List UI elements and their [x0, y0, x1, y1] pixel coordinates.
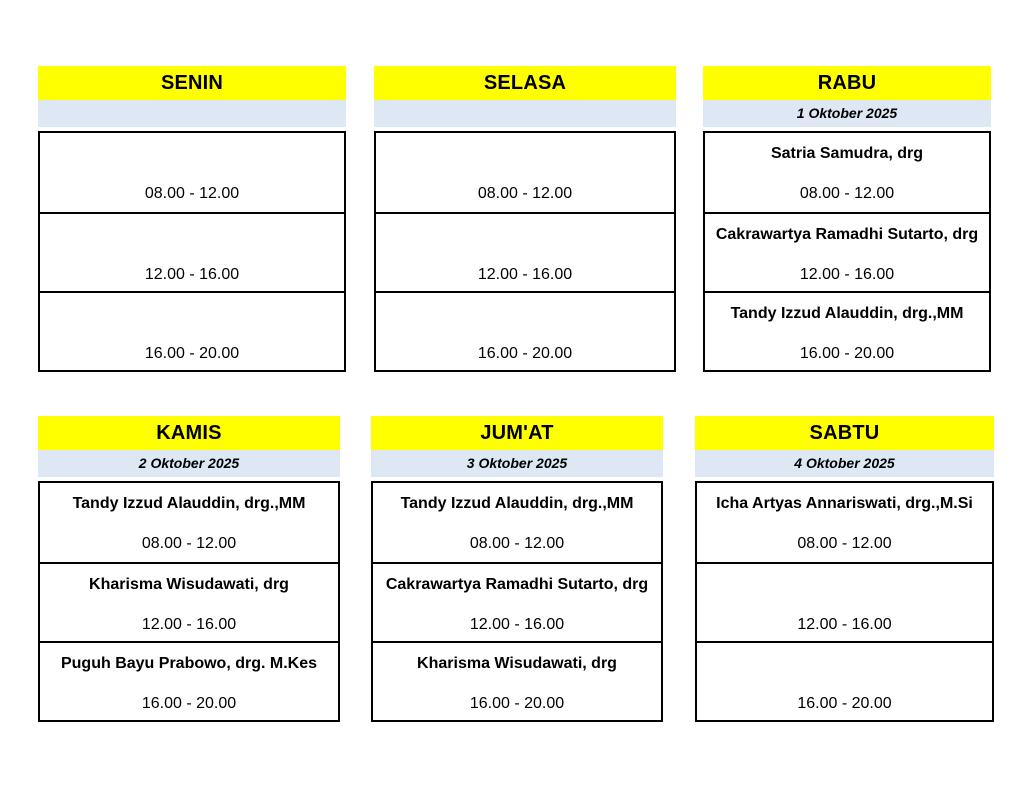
day-card-sabtu — [695, 416, 994, 722]
time-range: 12.00 - 16.00 — [469, 616, 565, 633]
time-range: 16.00 - 20.00 — [477, 345, 573, 362]
schedule-slots — [38, 131, 346, 372]
day-name: SABTU — [695, 416, 994, 450]
time-range: 16.00 - 20.00 — [144, 345, 240, 362]
time-range: 08.00 - 12.00 — [477, 185, 573, 202]
time-range: 16.00 - 20.00 — [797, 695, 892, 712]
day-card-senin — [38, 66, 346, 372]
schedule-slots — [38, 481, 340, 722]
schedule-slot — [373, 562, 661, 641]
time-range: 08.00 - 12.00 — [799, 185, 895, 202]
day-date: 1 Oktober 2025 — [703, 100, 991, 127]
schedule-slot — [40, 562, 338, 641]
day-date: 2 Oktober 2025 — [38, 450, 340, 477]
doctor-name: Tandy Izzud Alauddin, drg.,MM — [400, 495, 634, 512]
time-range: 12.00 - 16.00 — [477, 266, 573, 283]
doctor-name: Kharisma Wisudawati, drg — [89, 576, 289, 593]
day-card-jumat — [371, 416, 663, 722]
day-date: 3 Oktober 2025 — [371, 450, 663, 477]
day-name: RABU — [703, 66, 991, 100]
schedule-slot — [373, 483, 661, 562]
schedule-slot — [697, 562, 992, 641]
schedule-slot — [376, 133, 674, 212]
time-range: 12.00 - 16.00 — [799, 266, 895, 283]
schedule-slot — [40, 483, 338, 562]
schedule-slot — [697, 483, 992, 562]
schedule-slots — [703, 131, 991, 372]
time-range: 12.00 - 16.00 — [797, 616, 892, 633]
day-name: SELASA — [374, 66, 676, 100]
doctor-name: Cakrawartya Ramadhi Sutarto, drg — [715, 226, 979, 243]
schedule-slot — [705, 291, 989, 370]
schedule-slot — [40, 291, 344, 370]
time-range: 12.00 - 16.00 — [144, 266, 240, 283]
day-date: 4 Oktober 2025 — [695, 450, 994, 477]
schedule-slot — [373, 641, 661, 720]
day-card-kamis — [38, 416, 340, 722]
doctor-name: Kharisma Wisudawati, drg — [417, 655, 617, 672]
schedule-slot — [40, 641, 338, 720]
schedule-slot — [705, 212, 989, 291]
doctor-name: Puguh Bayu Prabowo, drg. M.Kes — [60, 655, 318, 672]
doctor-name: Icha Artyas Annariswati, drg.,M.Si — [716, 495, 973, 512]
time-range: 12.00 - 16.00 — [141, 616, 237, 633]
schedule-slots — [374, 131, 676, 372]
day-name: SENIN — [38, 66, 346, 100]
day-date — [38, 100, 346, 127]
doctor-name: Satria Samudra, drg — [770, 145, 924, 162]
schedule-slot — [40, 133, 344, 212]
time-range: 08.00 - 12.00 — [797, 535, 892, 552]
schedule-slots — [371, 481, 663, 722]
schedule-slot — [376, 212, 674, 291]
day-card-rabu — [703, 66, 991, 372]
schedule-slots — [695, 481, 994, 722]
time-range: 08.00 - 12.00 — [144, 185, 240, 202]
day-card-selasa — [374, 66, 676, 372]
time-range: 16.00 - 20.00 — [799, 345, 895, 362]
time-range: 16.00 - 20.00 — [141, 695, 237, 712]
doctor-name: Tandy Izzud Alauddin, drg.,MM — [72, 495, 306, 512]
doctor-name: Tandy Izzud Alauddin, drg.,MM — [730, 305, 964, 322]
schedule-slot — [697, 641, 992, 720]
day-name: JUM'AT — [371, 416, 663, 450]
schedule-slot — [376, 291, 674, 370]
time-range: 08.00 - 12.00 — [469, 535, 565, 552]
schedule-slot — [40, 212, 344, 291]
schedule-slot — [705, 133, 989, 212]
doctor-name: Cakrawartya Ramadhi Sutarto, drg — [385, 576, 649, 593]
time-range: 08.00 - 12.00 — [141, 535, 237, 552]
time-range: 16.00 - 20.00 — [469, 695, 565, 712]
day-date — [374, 100, 676, 127]
day-name: KAMIS — [38, 416, 340, 450]
